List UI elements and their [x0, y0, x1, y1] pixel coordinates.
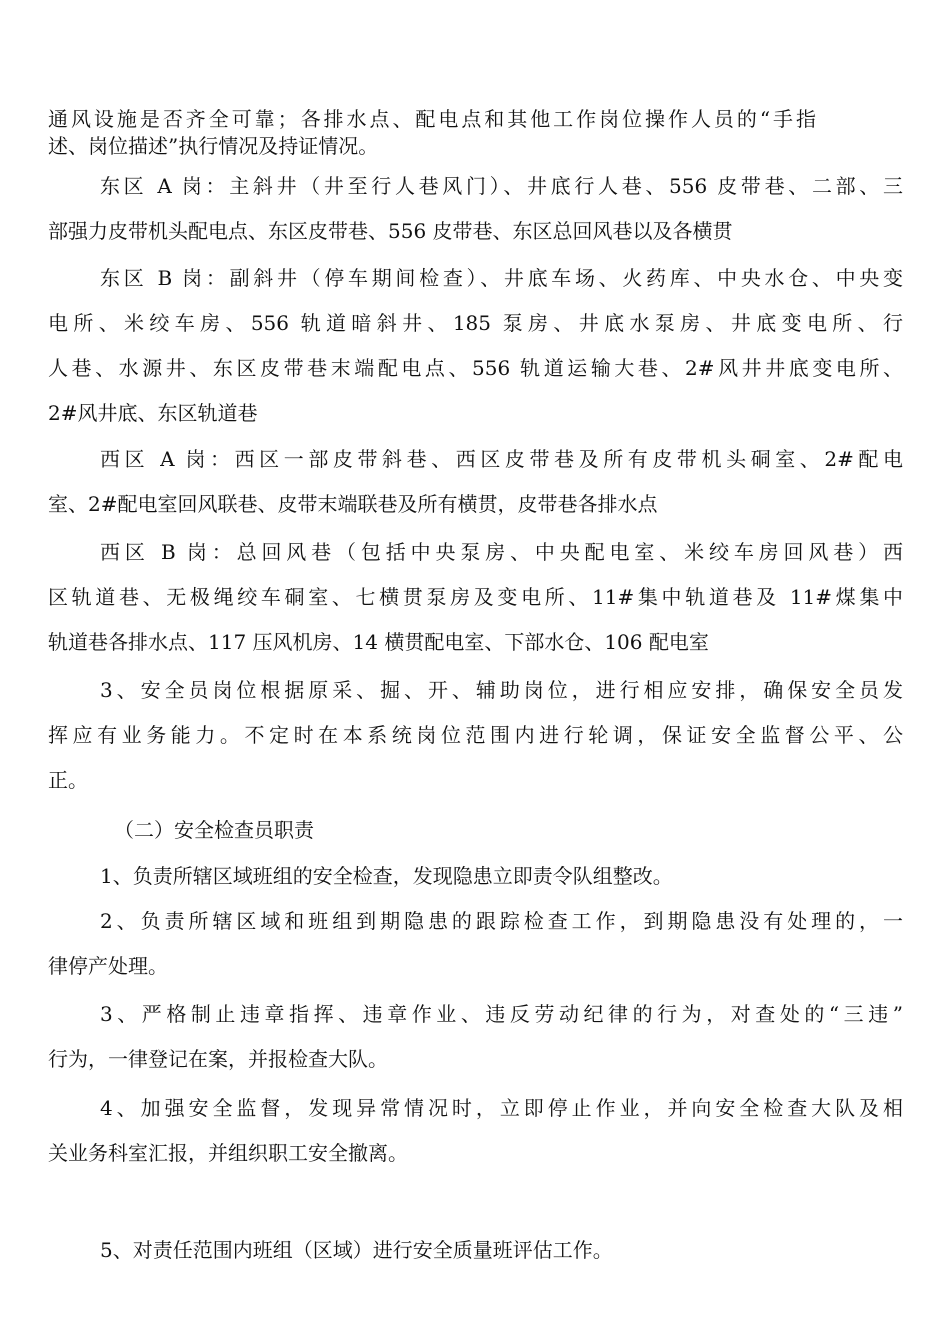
paragraph-line: 通风设施是否齐全可靠；各排水点、配电点和其他工作岗位操作人员的“手指 — [48, 107, 816, 131]
paragraph-line: 3、安全员岗位根据原采、掘、开、辅助岗位，进行相应安排，确保安全员发 — [100, 678, 903, 702]
paragraph-duty-2 — [48, 899, 903, 989]
paragraph-duty-4 — [48, 1086, 903, 1176]
paragraph-line: 轨道巷各排水点、117 压风机房、14 横贯配电室、下部水仓、106 配电室 — [48, 630, 709, 654]
paragraph-line: 2、负责所辖区域和班组到期隐患的跟踪检查工作，到期隐患没有处理的，一 — [100, 909, 903, 933]
paragraph-line: 4、加强安全监督，发现异常情况时，立即停止作业，并向安全检查大队及相 — [100, 1096, 903, 1120]
paragraph-east-a-post — [48, 164, 903, 254]
paragraph-line: 述、岗位描述”执行情况及持证情况。 — [48, 134, 379, 158]
section-heading-inspector-duties — [48, 808, 903, 853]
paragraph-duty-3 — [48, 992, 903, 1082]
paragraph-line: 3、严格制止违章指挥、违章作业、违反劳动纪律的行为，对查处的“三违” — [100, 1002, 903, 1026]
paragraph-line: 律停产处理。 — [48, 954, 168, 978]
paragraph-line: 正。 — [48, 768, 88, 792]
paragraph-duty-5 — [48, 1228, 903, 1273]
paragraph-line: 室、2#配电室回风联巷、皮带末端联巷及所有横贯，皮带巷各排水点 — [48, 492, 658, 516]
paragraph-line: 电所、米绞车房、556 轨道暗斜井、185 泵房、井底水泵房、井底变电所、行 — [48, 311, 903, 335]
paragraph-line: 行为，一律登记在案，并报检查大队。 — [48, 1047, 388, 1071]
paragraph-line: 东区 A 岗：主斜井（井至行人巷风门）、井底行人巷、556 皮带巷、二部、三 — [100, 174, 903, 198]
paragraph-item-3-rotation — [48, 668, 903, 803]
paragraph-east-b-post — [48, 256, 903, 436]
paragraph-line: 挥应有业务能力。不定时在本系统岗位范围内进行轮调，保证安全监督公平、公 — [48, 723, 903, 747]
paragraph-line: 西区 B 岗：总回风巷（包括中央泵房、中央配电室、米绞车房回风巷）西 — [100, 540, 903, 564]
paragraph-line: 东区 B 岗：副斜井（停车期间检查）、井底车场、火药库、中央水仓、中央变 — [100, 266, 903, 290]
paragraph-ventilation-checks — [48, 106, 816, 160]
paragraph-west-a-post — [48, 437, 903, 527]
paragraph-line: 西区 A 岗：西区一部皮带斜巷、西区皮带巷及所有皮带机头硐室、2#配电 — [100, 447, 903, 471]
paragraph-line: 部强力皮带机头配电点、东区皮带巷、556 皮带巷、东区总回风巷以及各横贯 — [48, 219, 733, 243]
paragraph-line: 人巷、水源井、东区皮带巷末端配电点、556 轨道运输大巷、2#风井井底变电所、 — [48, 356, 903, 380]
paragraph-duty-1 — [48, 854, 903, 899]
paragraph-line: 关业务科室汇报，并组织职工安全撤离。 — [48, 1141, 408, 1165]
paragraph-line: 5、对责任范围内班组（区域）进行安全质量班评估工作。 — [100, 1238, 613, 1262]
paragraph-line: 2#风井底、东区轨道巷 — [48, 401, 258, 425]
paragraph-line: 区轨道巷、无极绳绞车硐室、七横贯泵房及变电所、11#集中轨道巷及 11#煤集中 — [48, 585, 903, 609]
paragraph-west-b-post — [48, 530, 903, 665]
paragraph-line: 1、负责所辖区域班组的安全检查，发现隐患立即责令队组整改。 — [100, 864, 673, 888]
section-heading: （二）安全检查员职责 — [114, 818, 314, 842]
